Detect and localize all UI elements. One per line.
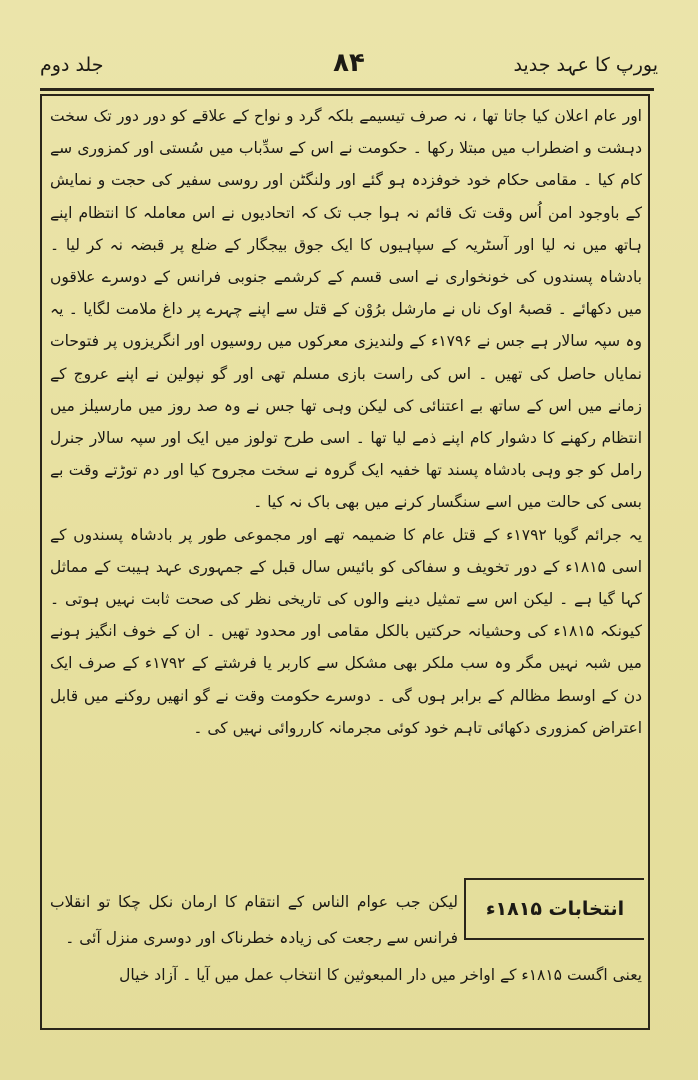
running-title: یورپ کا عہد جدید [513,54,658,76]
paragraph-3-continuation: یعنی اگست ۱۸۱۵ء کے اواخر میں دار المبعوثین کا انتخاب عمل میں آیا ۔ آزاد خیال [119,966,642,984]
header-rule [40,88,654,91]
volume-label: جلد دوم [40,54,104,76]
page-header [40,48,658,88]
margin-subheading: انتخابات ۱۸۱۵ء [464,878,644,940]
paragraph-1: اور عام اعلان کیا جاتا تھا ، نہ صرف تیسیمے بلکہ گرد و نواح کے علاقے کو دور دور تک سخت دہشت و اضطراب میں مبتلا رکھا ۔ حکومت نے اس کے سدِّباب میں سُستی اور کمزوری سے کام کیا ۔ مقامی حکام خود خوفزدہ ہو گئے اور ولنگٹن اور روسی سفیر کی حجت و نمایش کے باوجود امن اُس وقت تک قائم نہ ہوا جب تک کہ اتحادیوں نے اس معاملہ کا انتظام اپنے ہاتھ میں نہ لیا اور آسٹریہ کے سپاہیوں کا ایک جوق بیجگار کے ضلع پر قبضہ نہ کر لیا ۔ بادشاہ پسندوں کی خونخواری نے اسی قسم کے کرشمے جنوبی فرانس کے دوسرے علاقوں میں دکھائے ۔ قصبۂ اوک ناں نے مارشل برُوْن کے قتل سے اپنے چہرے پر داغ ملامت لگایا ۔ یہ وہ سپہ سالار ہے جس نے ۱۷۹۶ء کے ولندیزی معرکوں میں روسیوں اور انگریزوں پر فتوحات نمایاں حاصل کی تھیں ۔ اس کی راست بازی مسلم تھی اور گو نپولین نے اپنے عروج کے زمانے میں اس کے ساتھ بے اعتنائی کی لیکن وہی تھا جس نے وہ صد روز میں مارسیلز میں انتظام رکھنے کا دشوار کام اپنے ذمے لیا تھا ۔ اسی طرح تولوز میں ایک اور سپہ سالار جنرل رامل کو جو وہی بادشاہ پسند تھا خفیہ ایک گروہ نے سخت مجروح کیا اور دم توڑتے وقت بے بسی کی حالت میں اسے سنگسار کرنے میں بھی باک نہ کیا ۔ [50,107,642,512]
page-number: ۸۴ [333,48,365,78]
paragraph-2: یہ جرائم گویا ۱۷۹۲ء کے قتل عام کا ضمیمہ تھے اور مجموعی طور پر بادشاہ پسندوں کے اسی ۱۸۱۵ء کے دور تخویف و سفاکی کو بائیس سال قبل کے جمہوری عہد ہیبت کے مماثل کہا گیا ہے ۔ لیکن اس سے تمثیل دینے والوں کی تاریخی نظر کی صحت ثابت نہیں ہوتی ۔ کیونکہ ۱۸۱۵ء کی وحشیانہ حرکتیں بالکل مقامی اور محدود تھیں ۔ ان کے خوف انگیز ہونے میں شبہ نہیں مگر وہ سب ملکر بھی مشکل سے کاربر یا فرشتے کے ۱۷۹۲ء کے صرف ایک دن کے اوسط مظالم کے برابر ہوں گی ۔ دوسرے حکومت وقت نے گو انھیں روکنے میں قابل اعتراض کمزوری دکھائی تاہم خود کوئی مجرمانہ کارروائی نہیں کی ۔ [50,525,643,737]
paragraph-3-beside-heading: لیکن جب عوام الناس کے انتقام کا ارمان نکل چکا تو انقلاب فرانس سے رجعت کی زیادہ خطرناک اور دوسری منزل آئی ۔ [50,893,458,947]
main-text [50,100,642,744]
